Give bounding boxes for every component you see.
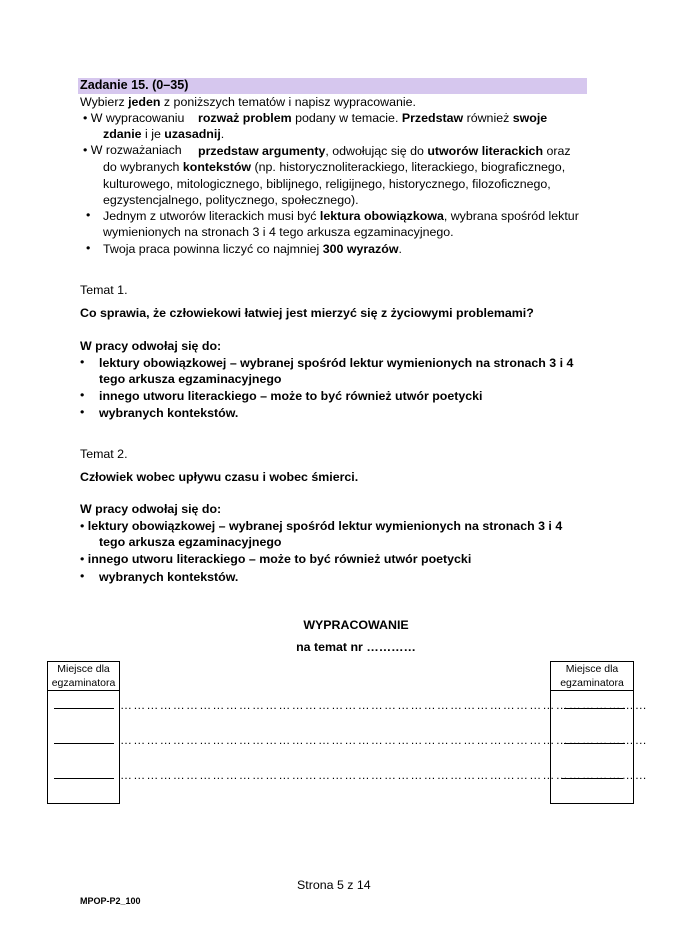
topic-1-item-1: lektury obowiązkowej – wybranej spośród lektur wymienionych na stronach 3 i 4 (99, 356, 574, 370)
examiner-box-divider (48, 690, 119, 691)
examiner-box-left (47, 661, 120, 804)
topic-1-item-2-mark: • (80, 388, 85, 402)
task-bullet-2: • W rozważaniach (83, 143, 182, 157)
task-bullet-4-mark: • (86, 241, 91, 255)
task-bullet-2-line4: egzystencjalnego, politycznego, społecznego). (103, 193, 359, 207)
topic-1-label: Temat 1. (80, 283, 128, 297)
examiner-box-label-2: egzaminatora (560, 677, 624, 689)
score-line-left-1[interactable] (54, 708, 114, 709)
score-line-left-3[interactable] (54, 778, 114, 779)
task-title: Zadanie 15. (0–35) (80, 78, 189, 92)
writing-line-3[interactable]: ………………………………………………………………………………………………………… (120, 768, 648, 782)
page-number: Strona 5 z 14 (297, 878, 371, 892)
topic-2-item-1: • lektury obowiązkowej – wybranej spośród lektur wymienionych na stronach 3 i 4 (80, 519, 563, 533)
task-bullet-1-cont: rozważ problem podany w temacie. Przedstaw również swoje (198, 111, 548, 125)
task-bullet-1-line2: zdanie i je uzasadnij. (103, 127, 225, 141)
task-bullet-2-line2: do wybranych kontekstów (np. historycznoliterackiego, literackiego, biograficznego, (103, 160, 566, 174)
topic-2-item-1-line2: tego arkusza egzaminacyjnego (99, 535, 282, 549)
essay-subheading: na temat nr ………… (296, 640, 416, 654)
task-bullet-2-line3: kulturowego, mitologicznego, biblijnego, religijnego, historycznego, filozoficznego, (103, 177, 551, 191)
writing-line-2[interactable]: ………………………………………………………………………………………………………… (120, 733, 648, 747)
score-line-left-2[interactable] (54, 743, 114, 744)
topic-1-item-3: wybranych kontekstów. (99, 406, 239, 420)
task-bullet-3-mark: • (86, 208, 91, 222)
task-intro: Wybierz jeden z poniższych tematów i napisz wypracowanie. (80, 95, 416, 109)
writing-line-1[interactable]: ………………………………………………………………………………………………………… (120, 698, 648, 712)
topic-2-item-3-mark: • (80, 569, 85, 583)
topic-1-refer: W pracy odwołaj się do: (80, 339, 222, 353)
topic-1-item-3-mark: • (80, 405, 85, 419)
topic-2-refer: W pracy odwołaj się do: (80, 502, 222, 516)
topic-2-item-3: wybranych kontekstów. (99, 570, 239, 584)
task-bullet-1: • W wypracowaniu (83, 111, 185, 125)
topic-1-item-1-line2: tego arkusza egzaminacyjnego (99, 372, 282, 386)
examiner-box-label-1: Miejsce dla (565, 663, 619, 675)
task-bullet-2-cont: przedstaw argumenty, odwołując się do utworów literackich oraz (198, 144, 571, 158)
essay-heading: WYPRACOWANIE (303, 618, 409, 632)
topic-1-item-2: innego utworu literackiego – może to być również utwór poetycki (99, 389, 483, 403)
examiner-box-label-2: egzaminatora (51, 677, 116, 689)
document-code: MPOP-P2_100 (80, 896, 141, 906)
topic-2-question: Człowiek wobec upływu czasu i wobec śmierci. (80, 470, 359, 484)
topic-2-label: Temat 2. (80, 447, 128, 461)
topic-1-item-1-mark: • (80, 355, 85, 369)
task-bullet-3-line2: wymienionych na stronach 3 i 4 tego arkusza egzaminacyjnego. (103, 225, 454, 239)
examiner-box-label-1: Miejsce dla (57, 663, 110, 675)
task-bullet-4: Twoja praca powinna liczyć co najmniej 300 wyrazów. (103, 242, 402, 256)
examiner-box-divider (551, 690, 633, 691)
topic-2-item-2: • innego utworu literackiego – może to być również utwór poetycki (80, 552, 472, 566)
topic-1-question: Co sprawia, że człowiekowi łatwiej jest mierzyć się z życiowymi problemami? (80, 306, 534, 320)
task-bullet-3: Jednym z utworów literackich musi być lektura obowiązkowa, wybrana spośród lektur (103, 209, 579, 223)
